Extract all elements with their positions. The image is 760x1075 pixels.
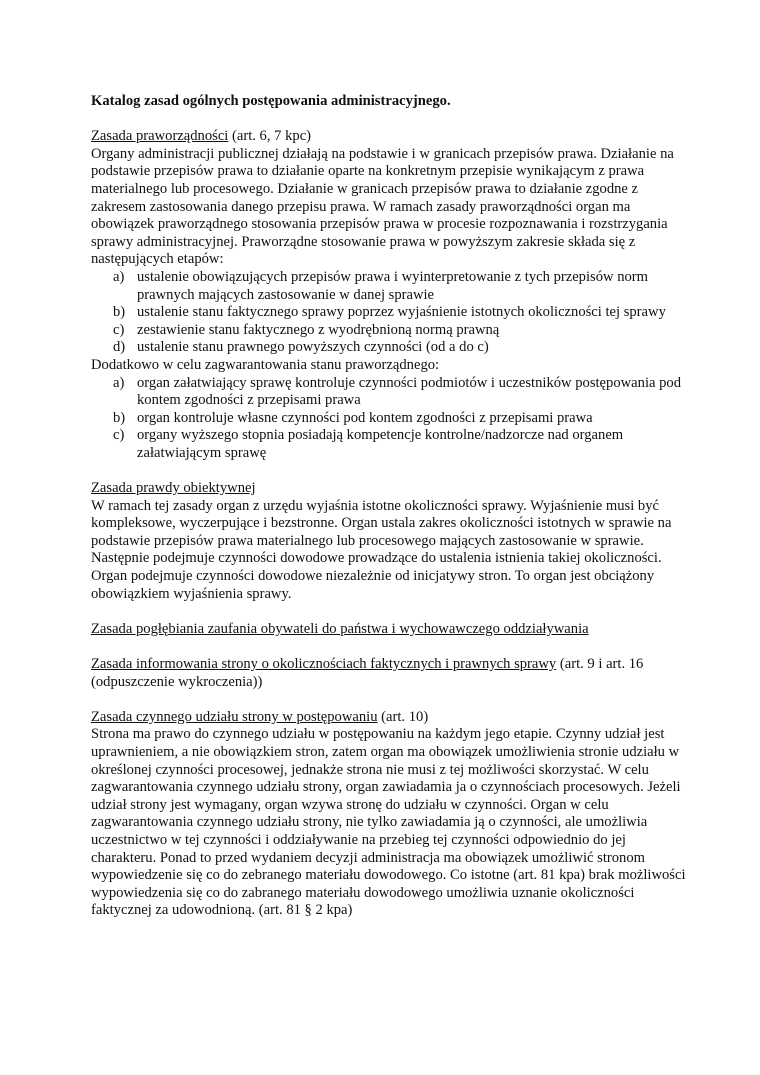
section-praworzadnosc xyxy=(91,128,691,462)
paragraph: Organy administracji publicznej działają na podstawie i w granicach przepisów prawa. Działanie na podstawie przepisów prawa to działanie oparte na konkretnym przepisie wynikającym z prawa materialnego lub procesowego. Działanie w granicach przepisów prawa to działanie zgodne z zakresem zastosowania danego przepisu prawa. W ramach zasady praworządności organ ma obowiązek praworządnego stosowania przepisów prawa w procesie rozpoznawania i rozstrzygania sprawy administracyjnej. Praworządne stosowanie prawa w powyższym zakresie składa się z następujących etapów: xyxy=(91,145,674,268)
list-item-text: ustalenie stanu prawnego powyższych czynności (od a do c) xyxy=(137,339,489,356)
section-informowanie xyxy=(91,656,691,691)
list-item xyxy=(91,410,691,428)
section-prawda-obiektywna xyxy=(91,480,691,603)
heading-reference: (art. 9 i art. 16 (odpuszczenie wykroczenia)) xyxy=(91,656,644,690)
list-marker: c) xyxy=(113,321,125,338)
list-item-text: organ załatwiający sprawę kontroluje czynności podmiotów i uczestników postępowania pod kontem zgodności z przepisami prawa xyxy=(137,374,682,409)
heading-text: Zasada czynnego udziału strony w postępowaniu xyxy=(91,708,378,725)
list-item xyxy=(91,427,691,462)
section-heading xyxy=(91,656,691,691)
section-heading xyxy=(91,621,691,639)
list-item-text: organ kontroluje własne czynności pod kontem zgodności z przepisami prawa xyxy=(137,409,593,426)
paragraph: W ramach tej zasady organ z urzędu wyjaśnia istotne okoliczności sprawy. Wyjaśnienie musi być kompleksowe, wyczerpujące i bezstronne. Organ ustala zakres okoliczności istotnych w sprawie na podstawie przepisów prawa materialnego lub procesowego mających zastosowanie w sprawie. Następnie podejmuje czynności dowodowe prowadzące do ustalenia istnienia takiej okoliczności. Organ podejmuje czynności dowodowe niezależnie od inicjatywy stron. To organ jest obciążony obowiązkiem wyjaśnienia sprawy. xyxy=(91,497,672,602)
list-item-text: zestawienie stanu faktycznego z wyodrębnioną normą prawną xyxy=(137,321,500,338)
section-heading xyxy=(91,128,691,146)
guarantees-list xyxy=(91,375,691,463)
heading-reference: (art. 10) xyxy=(377,708,429,725)
list-marker: c) xyxy=(113,427,125,444)
document-title: Katalog zasad ogólnych postępowania administracyjnego. xyxy=(91,93,451,109)
heading-text: Zasada informowania strony o okolicznościach faktycznych i prawnych sprawy xyxy=(91,656,557,672)
list-item xyxy=(91,304,691,322)
paragraph: Dodatkowo w celu zagwarantowania stanu praworządnego: xyxy=(91,356,440,373)
list-item xyxy=(91,269,691,304)
list-marker: d) xyxy=(113,339,126,356)
section-czynny-udzial xyxy=(91,709,691,920)
heading-text: Zasada praworządności xyxy=(91,128,229,145)
heading-text: Zasada pogłębiania zaufania obywateli do państwa i wychowawczego oddziaływania xyxy=(91,620,589,637)
section-heading xyxy=(91,480,691,498)
section-heading xyxy=(91,709,691,727)
heading-text: Zasada prawdy obiektywnej xyxy=(91,480,256,497)
list-item-text: organy wyższego stopnia posiadają kompetencje kontrolne/nadzorcze nad organem załatwiającym sprawę xyxy=(137,427,624,461)
section-zaufanie xyxy=(91,621,691,639)
list-item xyxy=(91,375,691,410)
list-marker: b) xyxy=(113,304,126,321)
list-item-text: ustalenie stanu faktycznego sprawy poprzez wyjaśnienie istotnych okoliczności tej sprawy xyxy=(137,304,666,321)
list-marker: a) xyxy=(113,268,125,285)
list-marker: b) xyxy=(113,409,126,426)
list-item xyxy=(91,339,691,357)
list-marker: a) xyxy=(113,374,125,391)
list-item-text: ustalenie obowiązujących przepisów prawa i wyinterpretowanie z tych przepisów norm prawnych mających zastosowanie w danej sprawie xyxy=(137,268,649,303)
paragraph: Strona ma prawo do czynnego udziału w postępowaniu na każdym jego etapie. Czynny udział jest uprawnieniem, a nie obowiązkiem stron, zatem organ ma obowiązek umożliwienia stronie udziału w określonej czynności procesowej, jednakże strona nie musi z tej możliwości skorzystać. W celu zagwarantowania czynnego udziału strony, organ zawiadamia ja o czynnościach procesowych. Jeżeli udział strony jest wymagany, organ wzywa stronę do udziału w czynności. Organ w celu zagwarantowania czynnego udziału strony, nie tylko zawiadamia ją o czynności, ale umożliwia uczestnictwo w tej czynności i oddziaływanie na przebieg tej czynności odpowiednio do jej charakteru. Ponad to przed wydaniem decyzji administracja ma obowiązek umożliwić stronom wypowiedzenie się co do zebranego materiału dowodowego. Co istotne (art. 81 kpa) brak możliwości wypowiedzenia się co do zabranego materiału dowodowego umożliwia uznanie okoliczności faktycznej za udowodnioną. (art. 81 § 2 kpa) xyxy=(91,726,686,919)
stages-list xyxy=(91,269,691,357)
heading-reference: (art. 6, 7 kpc) xyxy=(228,128,312,145)
document-page xyxy=(91,93,691,920)
list-item xyxy=(91,322,691,340)
